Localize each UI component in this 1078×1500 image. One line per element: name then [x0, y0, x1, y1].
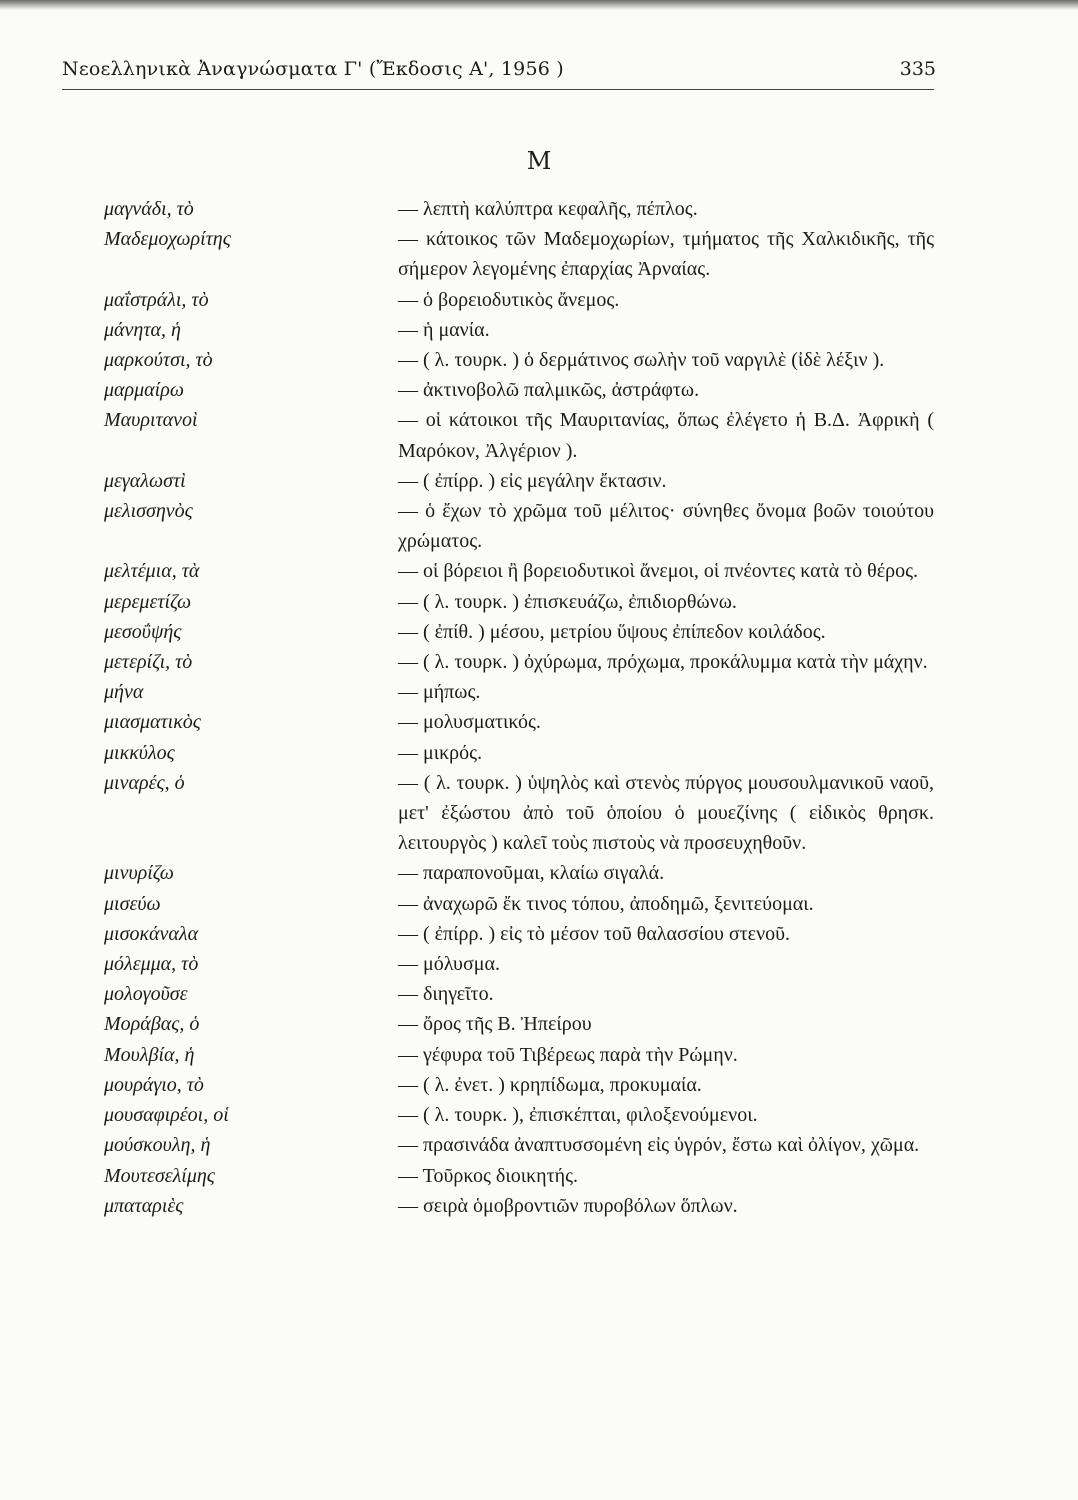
- headword: μιασματικὸς: [104, 711, 201, 734]
- glossary-entry: [104, 345, 954, 375]
- header-rule: [62, 89, 934, 90]
- glossary-entry: [104, 617, 954, 647]
- section-letter: Μ: [526, 147, 552, 175]
- glossary-entry: [104, 1040, 954, 1070]
- headword: μουσαφιρέοι, οἱ: [104, 1104, 229, 1127]
- definition: — ὁ βορειοδυτικὸς ἄνεμος.: [398, 288, 620, 311]
- definition: — οἱ κάτοικοι τῆς Μαυριτανίας, ὅπως ἐλέγετο ἡ Β.Δ. Ἀφρικὴ ( Μαρόκον, Ἀλγέριον ).: [398, 409, 934, 462]
- definition: — διηγεῖτο.: [398, 983, 494, 1006]
- headword: μισοκάναλα: [104, 922, 199, 945]
- definition: — ( λ. τουρκ. ) ὀχύρωμα, πρόχωμα, προκάλυμμα κατὰ τὴν μάχην.: [398, 651, 928, 674]
- headword: μιναρές, ὁ: [104, 771, 185, 794]
- definition: — οἱ βόρειοι ἢ βορειοδυτικοὶ ἄνεμοι, οἱ πνέοντες κατὰ τὸ θέρος.: [398, 560, 919, 583]
- headword: Μουλβία, ἡ: [104, 1043, 195, 1066]
- glossary-entry: [104, 738, 954, 768]
- scan-edge-shadow: [0, 0, 1078, 10]
- glossary-entry: [104, 1070, 954, 1100]
- definition: — ( λ. ἐνετ. ) κρηπίδωμα, προκυμαία.: [398, 1073, 702, 1096]
- glossary-entry: [104, 889, 954, 919]
- definition: — ( ἐπίρρ. ) εἰς τὸ μέσον τοῦ θαλασσίου στενοῦ.: [398, 922, 791, 945]
- headword: μπαταριὲς: [104, 1194, 184, 1217]
- glossary-entry: [104, 496, 954, 556]
- glossary-entry: [104, 466, 954, 496]
- glossary-entries: [104, 194, 954, 1221]
- glossary-entry: [104, 194, 954, 224]
- headword: μετερίζι, τὸ: [104, 651, 193, 674]
- headword: μερεμετίζω: [104, 590, 192, 613]
- definition: — μόλυσμα.: [398, 953, 500, 976]
- definition: — ( λ. τουρκ. ), ἐπισκέπται, φιλοξενούμενοι.: [398, 1104, 758, 1127]
- glossary-entry: [104, 677, 954, 707]
- headword: μελισσηνὸς: [104, 500, 193, 523]
- headword: μικκύλος: [104, 741, 175, 764]
- glossary-entry: [104, 647, 954, 677]
- definition: — ἀκτινοβολῶ παλμικῶς, ἀστράφτω.: [398, 379, 700, 402]
- running-head: Νεοελληνικὰ Ἀναγνώσματα Γ' (Ἔκδοσις Α', 1956 ): [62, 58, 564, 80]
- definition: — ( λ. τουρκ. ) ὁ δερμάτινος σωλὴν τοῦ ναργιλὲ (ἰδὲ λέξιν ).: [398, 349, 885, 372]
- definition: — ( λ. τουρκ. ) ἐπισκευάζω, ἐπιδιορθώνω.: [398, 590, 737, 613]
- definition: — γέφυρα τοῦ Τιβέρεως παρὰ τὴν Ρώμην.: [398, 1043, 738, 1066]
- glossary-entry: [104, 919, 954, 949]
- glossary-entry: [104, 707, 954, 737]
- headword: μαρμαίρω: [104, 379, 184, 402]
- definition: — μολυσματικός.: [398, 711, 541, 734]
- glossary-entry: [104, 315, 954, 345]
- headword: μισεύω: [104, 892, 161, 915]
- glossary-entry: [104, 949, 954, 979]
- headword: μαΐστράλι, τὸ: [104, 288, 209, 311]
- headword: μελτέμια, τὰ: [104, 560, 200, 583]
- definition: — ( ἐπίθ. ) μέσου, μετρίου ὕψους ἐπίπεδον κοιλάδος.: [398, 620, 826, 643]
- glossary-entry: [104, 587, 954, 617]
- headword: Μαυριτανοὶ: [104, 409, 198, 432]
- glossary-entry: [104, 1161, 954, 1191]
- definition: — παραπονοῦμαι, κλαίω σιγαλά.: [398, 862, 665, 885]
- headword: μαρκούτσι, τὸ: [104, 349, 213, 372]
- glossary-entry: [104, 768, 954, 859]
- headword: μουράγιο, τὸ: [104, 1073, 204, 1096]
- headword: μολογοῦσε: [104, 983, 188, 1006]
- glossary-entry: [104, 556, 954, 586]
- glossary-entry: [104, 1009, 954, 1039]
- headword: Μουτεσελίμης: [104, 1164, 215, 1187]
- definition: — μικρός.: [398, 741, 483, 764]
- definition: — μήπως.: [398, 681, 481, 704]
- definition: — κάτοικος τῶν Μαδεμοχωρίων, τμήματος τῆς Χαλκιδικῆς, τῆς σήμερον λεγομένης ἐπαρχίας Ἀρναίας.: [398, 228, 934, 281]
- glossary-entry: [104, 375, 954, 405]
- glossary-entry: [104, 1130, 954, 1160]
- headword: μινυρίζω: [104, 862, 174, 885]
- headword: Μαδεμοχωρίτης: [104, 228, 231, 251]
- definition: — ( λ. τουρκ. ) ὑψηλὸς καὶ στενὸς πύργος μουσουλμανικοῦ ναοῦ, μετ' ἐξώστου ἀπὸ τοῦ ὁποίου ὁ μουεζίνης ( εἰδικὸς θρησκ. λειτουργὸς ) καλεῖ τοὺς πιστοὺς νὰ προσευχηθοῦν.: [398, 771, 934, 855]
- headword: μάνητα, ἡ: [104, 318, 181, 341]
- definition: — ( ἐπίρρ. ) εἰς μεγάλην ἔκτασιν.: [398, 469, 667, 492]
- headword: μούσκουλη, ἡ: [104, 1134, 211, 1157]
- definition: — σειρὰ ὁμοβροντιῶν πυροβόλων ὅπλων.: [398, 1194, 738, 1217]
- definition: — πρασινάδα ἀναπτυσσομένη εἰς ὑγρόν, ἔστω καὶ ὀλίγον, χῶμα.: [398, 1134, 920, 1157]
- glossary-entry: [104, 979, 954, 1009]
- glossary-entry: [104, 285, 954, 315]
- definition: — λεπτὴ καλύπτρα κεφαλῆς, πέπλος.: [398, 198, 698, 220]
- headword: μεγαλωστὶ: [104, 469, 186, 492]
- headword: μεσοΰψής: [104, 620, 182, 643]
- definition: — ὄρος τῆς Β. Ἠπείρου: [398, 1013, 592, 1036]
- glossary-entry: [104, 224, 954, 284]
- definition: — Τοῦρκος διοικητής.: [398, 1164, 579, 1187]
- headword: μήνα: [104, 681, 144, 704]
- page-number: 335: [899, 58, 936, 80]
- glossary-entry: [104, 858, 954, 888]
- definition: — ἀναχωρῶ ἔκ τινος τόπου, ἀποδημῶ, ξενιτεύομαι.: [398, 892, 814, 915]
- glossary-entry: [104, 1191, 954, 1221]
- glossary-entry: [104, 1100, 954, 1130]
- headword: μόλεμμα, τὸ: [104, 953, 199, 976]
- glossary-entry: [104, 405, 954, 465]
- definition: — ὁ ἔχων τὸ χρῶμα τοῦ μέλιτος· σύνηθες ὄνομα βοῶν τοιούτου χρώματος.: [398, 500, 934, 553]
- headword: μαγνάδι, τὸ: [104, 198, 194, 220]
- definition: — ἡ μανία.: [398, 318, 490, 341]
- headword: Μοράβας, ὁ: [104, 1013, 200, 1036]
